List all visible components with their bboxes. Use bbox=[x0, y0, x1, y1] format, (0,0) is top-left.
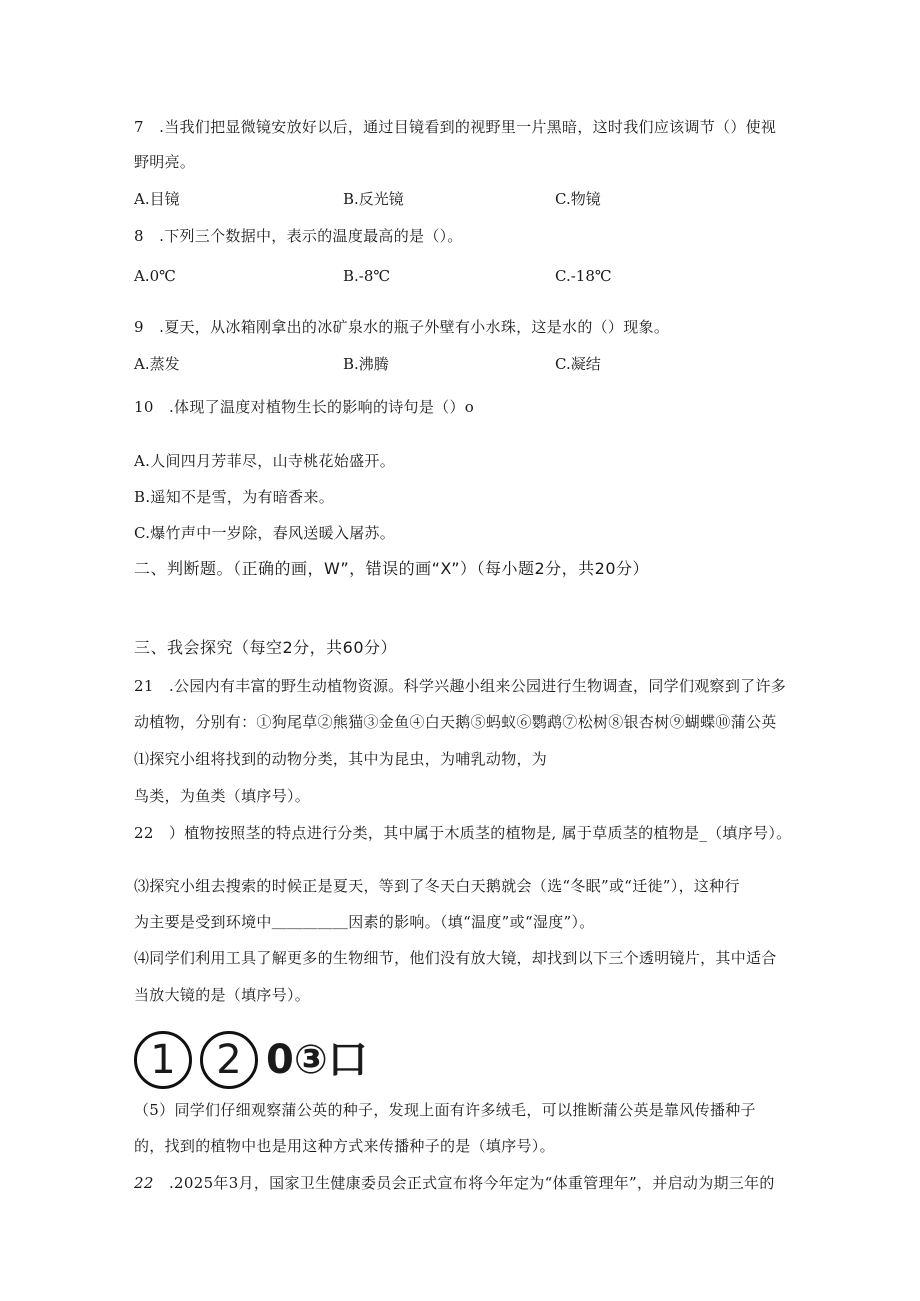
section-2-heading: 二、判断题。（正确的画，W”，错误的画“X”）（每小题2分，共20分） bbox=[134, 559, 650, 578]
q9-option-b: B.沸腾 bbox=[343, 355, 389, 373]
lens-options bbox=[134, 1030, 368, 1090]
q8-option-a: A.0℃ bbox=[134, 267, 176, 285]
q21-stem-line1: 21 .公园内有丰富的野生动植物资源。科学兴趣小组来公园进行生物调查，同学们观察到了许多 bbox=[134, 677, 787, 695]
sub3-line1: ⑶探究小组去搜索的时候正是夏天，等到了冬天白天鹅就会（选“冬眠”或“迁徙”），这种行 bbox=[134, 877, 740, 895]
sub3-line2: 为主要是受到环境中＿＿＿＿＿因素的影响。（填“温度”或“湿度”）。 bbox=[134, 913, 595, 931]
q7-option-a: A.目镜 bbox=[134, 190, 180, 208]
q22b-text: .2025年3月，国家卫生健康委员会正式宣布将今年定为“体重管理年”，并启动为期三年的 bbox=[153, 1174, 775, 1192]
q22-sub2: 22 ）植物按照茎的特点进行分类，其中属于木质茎的植物是, 属于草质茎的植物是_（填序号）。 bbox=[134, 824, 792, 842]
q10-option-a: A.人间四月芳菲尽，山寺桃花始盛开。 bbox=[134, 452, 396, 470]
q10-stem: 10 .体现了温度对植物生长的影响的诗句是（）o bbox=[134, 398, 475, 416]
section-3-heading: 三、我会探究（每空2分，共60分） bbox=[134, 638, 398, 657]
q7-option-c: C.物镜 bbox=[555, 190, 601, 208]
q21-sub1-line1: ⑴探究小组将找到的动物分类，其中为昆虫，为哺乳动物，为 bbox=[134, 750, 548, 768]
q9-option-a: A.蒸发 bbox=[134, 355, 180, 373]
q21-sub1-line2: 鸟类，为鱼类（填序号）。 bbox=[134, 787, 311, 805]
lens-2-circle: 2 bbox=[200, 1031, 258, 1089]
q22b-number: 22 bbox=[134, 1174, 154, 1192]
lens-3-label: 0③口 bbox=[266, 1037, 368, 1083]
sub4-line1: ⑷同学们利用工具了解更多的生物细节，他们没有放大镜，却找到以下三个透明镜片，其中适合 bbox=[134, 949, 777, 967]
lens-1-circle: 1 bbox=[134, 1031, 192, 1089]
sub5-line2: 的，找到的植物中也是用这种方式来传播种子的是（填序号）。 bbox=[134, 1137, 555, 1155]
q9-stem: 9 .夏天，从冰箱刚拿出的冰矿泉水的瓶子外壁有小水珠，这是水的（）现象。 bbox=[134, 318, 670, 336]
q10-option-c: C.爆竹声中一岁除，春风送暖入屠苏。 bbox=[134, 524, 396, 542]
q7-stem-line1: 7 .当我们把显微镜安放好以后，通过目镜看到的视野里一片黑暗，这时我们应该调节（）使视 bbox=[134, 118, 777, 136]
q8-option-b: B.-8℃ bbox=[343, 267, 391, 285]
sub5-line1: （5）同学们仔细观察蒲公英的种子，发现上面有许多绒毛，可以推断蒲公英是靠风传播种子 bbox=[134, 1101, 756, 1119]
q21-stem-line2: 动植物，分别有：①狗尾草②熊猫③金鱼④白天鹅⑤蚂蚁⑥鹦鹉⑦松树⑧银杏树⑨蝴蝶⑩蒲公英 bbox=[134, 713, 777, 731]
sub4-line2: 当放大镜的是（填序号）。 bbox=[134, 986, 311, 1004]
q8-stem: 8 .下列三个数据中，表示的温度最高的是（）。 bbox=[134, 227, 463, 245]
q7-option-b: B.反光镜 bbox=[343, 190, 404, 208]
q9-option-c: C.凝结 bbox=[555, 355, 601, 373]
q7-stem-line2: 野明亮。 bbox=[134, 153, 196, 171]
q8-option-c: C.-18℃ bbox=[555, 267, 612, 285]
q10-option-b: B.遥知不是雪，为有暗香来。 bbox=[134, 488, 334, 506]
q22b-stem bbox=[134, 1173, 775, 1193]
